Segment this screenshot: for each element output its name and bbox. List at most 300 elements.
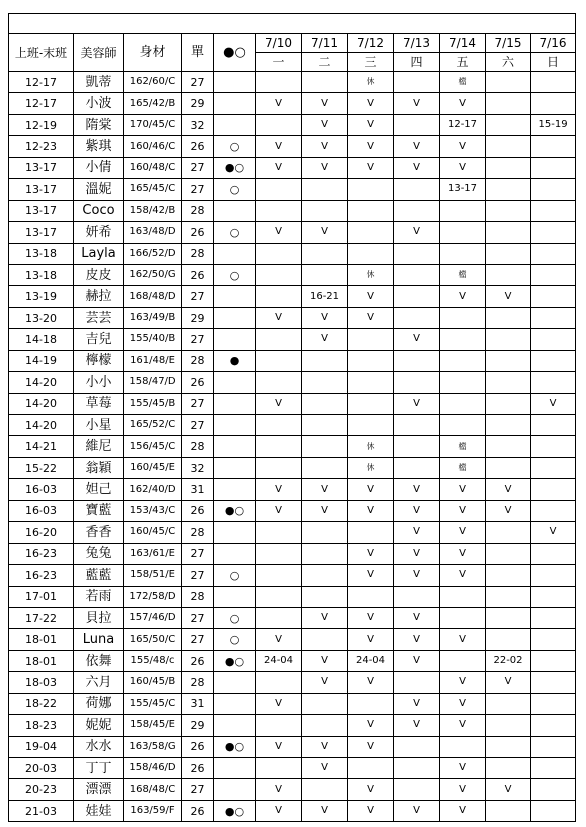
day-cell (486, 222, 531, 243)
day-cell (531, 136, 576, 157)
day-cell (531, 500, 576, 521)
day-cell (256, 243, 302, 264)
day-cell (256, 179, 302, 200)
mark-cell (214, 415, 256, 436)
day-cell (256, 586, 302, 607)
table-row (9, 286, 576, 307)
unit-count-cell: 28 (182, 586, 214, 607)
stylist-name-cell: 漂漂 (74, 779, 124, 800)
day-cell (531, 693, 576, 714)
day-cell: V (394, 157, 440, 178)
day-cell (486, 157, 531, 178)
day-cell: V (302, 607, 348, 628)
day-cell (256, 565, 302, 586)
day-cell: V (256, 93, 302, 114)
day-cell: V (531, 522, 576, 543)
day-cell (531, 93, 576, 114)
header-weekday: 二 (302, 53, 348, 72)
day-cell (394, 586, 440, 607)
shift-cell: 13-17 (9, 200, 74, 221)
mark-cell (214, 72, 256, 93)
day-cell: V (348, 607, 394, 628)
unit-count-cell: 29 (182, 307, 214, 328)
day-cell: V (440, 500, 486, 521)
unit-count-cell: 32 (182, 457, 214, 478)
body-size-cell: 162/60/C (124, 72, 182, 93)
mark-cell: ○ (214, 607, 256, 628)
day-cell (302, 586, 348, 607)
body-size-cell: 158/47/D (124, 372, 182, 393)
unit-count-cell: 27 (182, 393, 214, 414)
stylist-name-cell: 荷娜 (74, 693, 124, 714)
day-cell (440, 586, 486, 607)
mark-cell (214, 779, 256, 800)
body-size-cell: 162/40/D (124, 479, 182, 500)
day-cell (394, 114, 440, 135)
mark-cell: ●○ (214, 650, 256, 671)
stylist-name-cell: Layla (74, 243, 124, 264)
mark-cell: ●○ (214, 800, 256, 821)
day-cell (486, 586, 531, 607)
day-cell (486, 200, 531, 221)
unit-count-cell: 26 (182, 372, 214, 393)
shift-cell: 13-19 (9, 286, 74, 307)
day-cell: 休 (348, 72, 394, 93)
stylist-name-cell: 溫妮 (74, 179, 124, 200)
day-cell: V (348, 565, 394, 586)
shift-cell: 14-20 (9, 393, 74, 414)
day-cell: 休 (348, 457, 394, 478)
header-body: 身材 (124, 34, 182, 72)
day-cell (531, 457, 576, 478)
shift-cell: 13-17 (9, 179, 74, 200)
unit-count-cell: 26 (182, 758, 214, 779)
day-cell (531, 779, 576, 800)
day-cell (256, 672, 302, 693)
blank-header-cell (9, 14, 576, 34)
day-cell (531, 415, 576, 436)
body-size-cell: 168/48/C (124, 779, 182, 800)
body-size-cell: 163/49/B (124, 307, 182, 328)
shift-cell: 16-03 (9, 479, 74, 500)
table-row (9, 758, 576, 779)
day-cell (394, 243, 440, 264)
day-cell: V (302, 222, 348, 243)
day-cell (256, 114, 302, 135)
header-weekday: 四 (394, 53, 440, 72)
day-cell: V (394, 222, 440, 243)
day-cell: 24-04 (256, 650, 302, 671)
mark-cell (214, 114, 256, 135)
day-cell (256, 607, 302, 628)
mark-cell (214, 479, 256, 500)
day-cell (256, 329, 302, 350)
day-cell (302, 243, 348, 264)
body-size-cell: 155/45/C (124, 693, 182, 714)
day-cell (486, 372, 531, 393)
mark-cell: ○ (214, 264, 256, 285)
day-cell (531, 672, 576, 693)
shift-cell: 16-03 (9, 500, 74, 521)
day-cell (486, 264, 531, 285)
unit-count-cell: 28 (182, 350, 214, 371)
day-cell: V (348, 307, 394, 328)
body-size-cell: 163/61/E (124, 543, 182, 564)
unit-count-cell: 27 (182, 415, 214, 436)
mark-cell (214, 200, 256, 221)
shift-cell: 12-17 (9, 93, 74, 114)
stylist-name-cell: 香香 (74, 522, 124, 543)
stylist-name-cell: 兔兔 (74, 543, 124, 564)
day-cell: V (302, 800, 348, 821)
day-cell: V (486, 479, 531, 500)
day-cell (302, 350, 348, 371)
day-cell (256, 264, 302, 285)
unit-count-cell: 27 (182, 157, 214, 178)
day-cell (531, 157, 576, 178)
table-row (9, 693, 576, 714)
day-cell: V (348, 136, 394, 157)
stylist-name-cell: 凱蒂 (74, 72, 124, 93)
day-cell: V (394, 479, 440, 500)
day-cell: V (348, 114, 394, 135)
day-cell: V (440, 715, 486, 736)
day-cell: V (348, 736, 394, 757)
day-cell: V (486, 779, 531, 800)
day-cell (256, 457, 302, 478)
stylist-name-cell: 妮妮 (74, 715, 124, 736)
day-cell (531, 650, 576, 671)
mark-cell: ●○ (214, 736, 256, 757)
day-cell (486, 758, 531, 779)
day-cell: V (440, 565, 486, 586)
day-cell: V (256, 629, 302, 650)
day-cell (302, 72, 348, 93)
table-row (9, 736, 576, 757)
shift-cell: 16-20 (9, 522, 74, 543)
day-cell: V (348, 286, 394, 307)
body-size-cell: 160/45/B (124, 672, 182, 693)
table-row (9, 307, 576, 328)
day-cell (440, 243, 486, 264)
mark-cell (214, 693, 256, 714)
shift-cell: 18-03 (9, 672, 74, 693)
day-cell (302, 565, 348, 586)
day-cell: V (394, 715, 440, 736)
day-cell: V (348, 800, 394, 821)
day-cell (531, 629, 576, 650)
day-cell (348, 329, 394, 350)
unit-count-cell: 28 (182, 436, 214, 457)
day-cell: V (302, 307, 348, 328)
header-mark: ●○ (214, 34, 256, 72)
day-cell (486, 114, 531, 135)
day-cell (531, 200, 576, 221)
table-row (9, 436, 576, 457)
day-cell: V (348, 715, 394, 736)
day-cell: 24-04 (348, 650, 394, 671)
body-size-cell: 157/46/D (124, 607, 182, 628)
day-cell (486, 415, 531, 436)
day-cell: V (440, 693, 486, 714)
table-row (9, 715, 576, 736)
day-cell (256, 415, 302, 436)
day-cell: V (302, 650, 348, 671)
day-cell (486, 436, 531, 457)
day-cell (348, 393, 394, 414)
stylist-name-cell: Luna (74, 629, 124, 650)
day-cell (531, 800, 576, 821)
table-row (9, 114, 576, 135)
shift-cell: 18-22 (9, 693, 74, 714)
day-cell (531, 479, 576, 500)
day-cell: V (348, 93, 394, 114)
day-cell (302, 415, 348, 436)
unit-count-cell: 31 (182, 693, 214, 714)
shift-cell: 14-20 (9, 372, 74, 393)
day-cell (394, 672, 440, 693)
day-cell (394, 264, 440, 285)
body-size-cell: 162/50/G (124, 264, 182, 285)
mark-cell (214, 758, 256, 779)
day-cell: 13-17 (440, 179, 486, 200)
day-cell (531, 607, 576, 628)
stylist-name-cell: 丁丁 (74, 758, 124, 779)
day-cell: V (302, 329, 348, 350)
day-cell (348, 243, 394, 264)
unit-count-cell: 31 (182, 479, 214, 500)
shift-cell: 18-01 (9, 629, 74, 650)
day-cell: V (394, 629, 440, 650)
day-cell (302, 457, 348, 478)
body-size-cell: 168/48/D (124, 286, 182, 307)
table-row (9, 93, 576, 114)
day-cell: V (440, 157, 486, 178)
unit-count-cell: 32 (182, 114, 214, 135)
header-weekday: 三 (348, 53, 394, 72)
unit-count-cell: 27 (182, 779, 214, 800)
day-cell: V (394, 693, 440, 714)
unit-count-cell: 26 (182, 500, 214, 521)
day-cell (486, 243, 531, 264)
unit-count-cell: 26 (182, 264, 214, 285)
body-size-cell: 158/42/B (124, 200, 182, 221)
unit-count-cell: 26 (182, 136, 214, 157)
stylist-name-cell: 貝拉 (74, 607, 124, 628)
day-cell: V (348, 500, 394, 521)
day-cell (394, 72, 440, 93)
shift-cell: 19-04 (9, 736, 74, 757)
day-cell (486, 565, 531, 586)
table-row (9, 157, 576, 178)
day-cell (486, 307, 531, 328)
unit-count-cell: 27 (182, 329, 214, 350)
header-date: 7/15 (486, 34, 531, 53)
day-cell: V (394, 393, 440, 414)
table-row (9, 264, 576, 285)
unit-count-cell: 27 (182, 629, 214, 650)
day-cell (531, 758, 576, 779)
table-row (9, 393, 576, 414)
day-cell: V (440, 286, 486, 307)
table-row (9, 650, 576, 671)
day-cell (302, 693, 348, 714)
table-row (9, 629, 576, 650)
day-cell: V (302, 736, 348, 757)
day-cell: 檔 (440, 72, 486, 93)
mark-cell (214, 393, 256, 414)
day-cell: V (394, 522, 440, 543)
table-row (9, 72, 576, 93)
day-cell (302, 629, 348, 650)
day-cell (394, 179, 440, 200)
stylist-name-cell: 小小 (74, 372, 124, 393)
stylist-name-cell: 娃娃 (74, 800, 124, 821)
stylist-name-cell: 寶藍 (74, 500, 124, 521)
header-weekday: 五 (440, 53, 486, 72)
day-cell: V (256, 779, 302, 800)
stylist-name-cell: 紫琪 (74, 136, 124, 157)
day-cell: V (256, 736, 302, 757)
table-row (9, 350, 576, 371)
day-cell: V (348, 157, 394, 178)
day-cell (486, 393, 531, 414)
stylist-name-cell: 草莓 (74, 393, 124, 414)
unit-count-cell: 27 (182, 565, 214, 586)
header-date: 7/11 (302, 34, 348, 53)
day-cell: V (348, 479, 394, 500)
header-date: 7/13 (394, 34, 440, 53)
day-cell (256, 350, 302, 371)
day-cell: V (256, 307, 302, 328)
day-cell (348, 415, 394, 436)
day-cell (531, 543, 576, 564)
day-cell (486, 800, 531, 821)
day-cell: V (394, 329, 440, 350)
day-cell (440, 650, 486, 671)
shift-cell: 14-21 (9, 436, 74, 457)
day-cell: V (302, 672, 348, 693)
day-cell (531, 586, 576, 607)
day-cell: V (256, 222, 302, 243)
body-size-cell: 160/48/C (124, 157, 182, 178)
schedule-table (8, 13, 576, 822)
day-cell (486, 522, 531, 543)
day-cell (348, 200, 394, 221)
unit-count-cell: 29 (182, 715, 214, 736)
body-size-cell: 163/58/G (124, 736, 182, 757)
day-cell (531, 307, 576, 328)
day-cell: 檔 (440, 457, 486, 478)
table-row (9, 179, 576, 200)
day-cell (394, 779, 440, 800)
unit-count-cell: 26 (182, 800, 214, 821)
day-cell (531, 264, 576, 285)
day-cell (394, 286, 440, 307)
mark-cell (214, 329, 256, 350)
body-size-cell: 158/45/E (124, 715, 182, 736)
stylist-name-cell: 皮皮 (74, 264, 124, 285)
day-cell: V (486, 672, 531, 693)
table-row (9, 565, 576, 586)
day-cell: V (302, 136, 348, 157)
mark-cell: ○ (214, 629, 256, 650)
mark-cell (214, 522, 256, 543)
day-cell (394, 457, 440, 478)
day-cell (440, 372, 486, 393)
day-cell (302, 543, 348, 564)
shift-cell: 13-18 (9, 243, 74, 264)
table-row (9, 543, 576, 564)
mark-cell: ●○ (214, 157, 256, 178)
day-cell: V (348, 672, 394, 693)
day-cell: V (256, 157, 302, 178)
day-cell (394, 200, 440, 221)
body-size-cell: 156/45/C (124, 436, 182, 457)
day-cell (440, 736, 486, 757)
day-cell: V (394, 607, 440, 628)
day-cell (440, 393, 486, 414)
day-cell: 休 (348, 436, 394, 457)
header-weekday: 日 (531, 53, 576, 72)
day-cell (440, 222, 486, 243)
day-cell: V (486, 500, 531, 521)
day-cell (531, 350, 576, 371)
day-cell (256, 200, 302, 221)
day-cell: 檔 (440, 264, 486, 285)
body-size-cell: 172/58/D (124, 586, 182, 607)
table-row (9, 136, 576, 157)
shift-cell: 17-01 (9, 586, 74, 607)
day-cell (302, 179, 348, 200)
shift-cell: 20-23 (9, 779, 74, 800)
unit-count-cell: 27 (182, 179, 214, 200)
day-cell (486, 179, 531, 200)
day-cell: V (256, 479, 302, 500)
day-cell (531, 372, 576, 393)
day-cell: V (486, 286, 531, 307)
day-cell: V (302, 93, 348, 114)
day-cell (486, 136, 531, 157)
unit-count-cell: 28 (182, 672, 214, 693)
day-cell (256, 286, 302, 307)
body-size-cell: 155/45/B (124, 393, 182, 414)
day-cell (531, 736, 576, 757)
unit-count-cell: 26 (182, 650, 214, 671)
unit-count-cell: 26 (182, 736, 214, 757)
day-cell (348, 179, 394, 200)
unit-count-cell: 28 (182, 243, 214, 264)
shift-cell: 13-20 (9, 307, 74, 328)
schedule-sheet (8, 13, 575, 822)
day-cell: 休 (348, 264, 394, 285)
day-cell (302, 436, 348, 457)
body-size-cell: 165/50/C (124, 629, 182, 650)
shift-cell: 18-01 (9, 650, 74, 671)
mark-cell (214, 457, 256, 478)
unit-count-cell: 27 (182, 72, 214, 93)
mark-cell (214, 243, 256, 264)
day-cell: V (302, 500, 348, 521)
day-cell: V (256, 393, 302, 414)
day-cell (302, 715, 348, 736)
unit-count-cell: 27 (182, 286, 214, 307)
day-cell (394, 350, 440, 371)
table-row (9, 522, 576, 543)
body-size-cell: 160/45/C (124, 522, 182, 543)
header-shift: 上班-末班 (9, 34, 74, 72)
body-size-cell: 166/52/D (124, 243, 182, 264)
